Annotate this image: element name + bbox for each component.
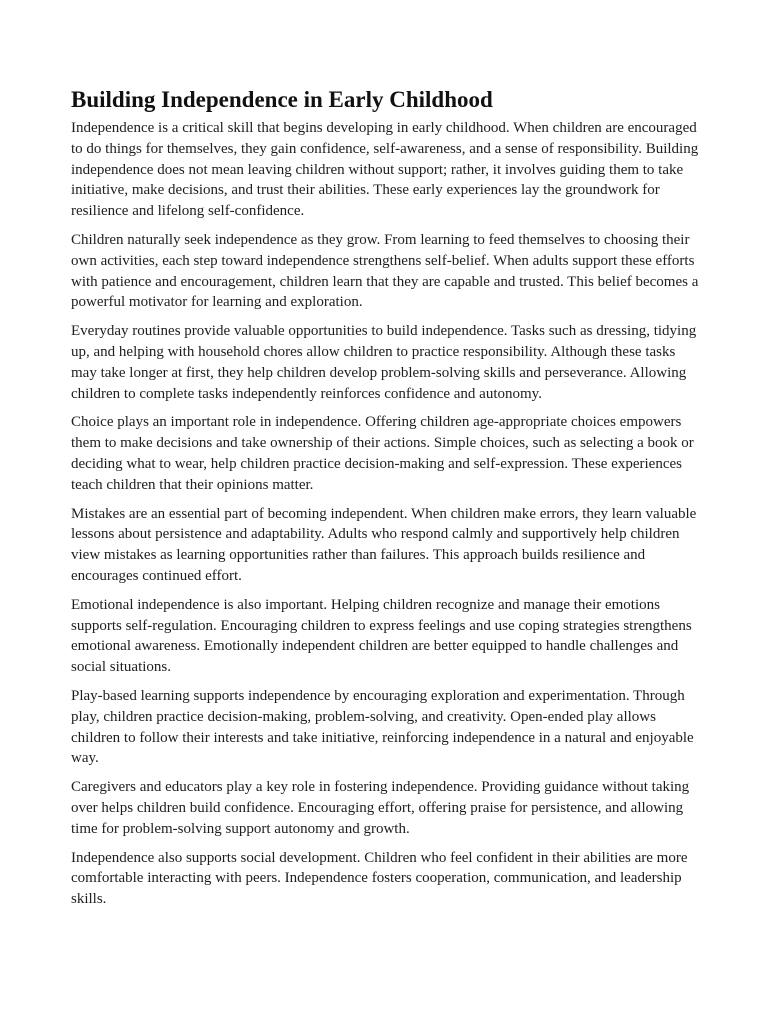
paragraph-everyday-routines: Everyday routines provide valuable opportunities to build independence. Tasks such as dressing, tidying up, and helping with household chores allow children to practice responsibility. Although these tasks may take longer at first, they help children develop problem-solving skills and perseverance. Allowing children to complete tasks independently reinforces confidence and autonomy. — [71, 323, 697, 402]
paragraph-mistakes: Mistakes are an essential part of becoming independent. When children make errors, they learn valuable lessons about persistence and adaptability. Adults who respond calmly and supportively help children view mistakes as learning opportunities rather than failures. This approach builds resilience and encourages continued effort. — [71, 505, 697, 584]
paragraph-choice: Choice plays an important role in independence. Offering children age-appropriate choices empowers them to make decisions and take ownership of their actions. Simple choices, such as selecting a book or deciding what to wear, help children practice decision-making and self-expression. These experiences teach children that their opinions matter. — [71, 414, 694, 493]
paragraph-emotional-independence: Emotional independence is also important. Helping children recognize and manage their emotions supports self-regulation. Encouraging children to express feelings and use coping strategies strengthens emotional awareness. Emotionally independent children are better equipped to handle challenges and social situations. — [71, 596, 692, 676]
paragraph-natural-independence: Children naturally seek independence as they grow. From learning to feed themselves to choosing their own activities, each step toward independence strengthens self-belief. When adults support these efforts with patience and encouragement, children learn that they are capable and trusted. This belief becomes a powerful motivator for learning and exploration. — [71, 231, 699, 311]
paragraph-play-based-learning: Play-based learning supports independence by encouraging exploration and experimentation. Through play, children practice decision-making, problem-solving, and creativity. Open-ended play allows children to follow their interests and take initiative, reinforcing independence in a natural and enjoyable way. — [71, 687, 694, 767]
document-page — [71, 84, 699, 918]
document-title: Building Independence in Early Childhood — [71, 87, 493, 112]
paragraph-caregivers-educators: Caregivers and educators play a key role in fostering independence. Providing guidance without taking over helps children build confidence. Encouraging effort, offering praise for persistence, and allowing time for problem-solving support autonomy and growth. — [71, 779, 690, 837]
paragraph-social-development: Independence also supports social development. Children who feel confident in their abilities are more comfortable interacting with peers. Independence fosters cooperation, communication, and leadership skills. — [71, 849, 688, 908]
paragraph-intro: Independence is a critical skill that begins developing in early childhood. When children are encouraged to do things for themselves, they gain confidence, self-awareness, and a sense of responsibility. Building independence does not mean leaving children without support; rather, it involves guiding them to take initiative, make decisions, and trust their abilities. These early experiences lay the groundwork for resilience and lifelong self-confidence. — [71, 120, 699, 220]
